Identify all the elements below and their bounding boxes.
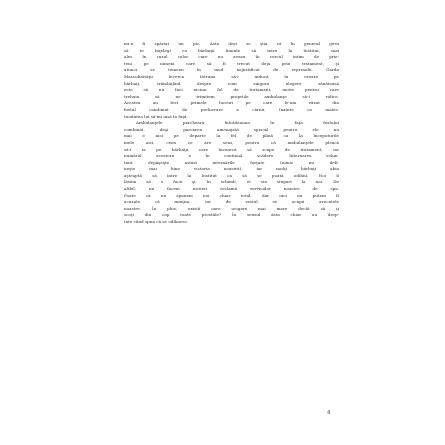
text-line: trebuia să ne trimitem propriile ambulanţe să-i ridice. bbox=[124, 93, 339, 99]
text-line: ales în cazul celor care nu aveau în cercul intim de prie- bbox=[124, 54, 339, 60]
text-line: combinat, deşi parcarea amenajată special pentru ele nu bbox=[124, 126, 339, 132]
text-line: Poate că nu spunem noi chiar totul, dar nici nu putem fi bbox=[124, 192, 339, 198]
text-line: lăsăm să o facă şi, în schimb, ei vin singuri la noi. De bbox=[124, 179, 339, 185]
text-line: atunci se temeau în mod nejustificat de represalii. Garda bbox=[124, 67, 339, 73]
text-line: Ambulanţele parcheară întotdeauna în faţa fostului bbox=[136, 120, 339, 126]
text-line: altfel, nu facem niciieri reclamă serviciilor noastre de spa. bbox=[124, 186, 339, 192]
text-line: tuoitatea lui să-mi iasă în faţă. bbox=[124, 113, 188, 119]
text-line: teni pe nimeni care să fi trecut deja prin tratament, şi bbox=[124, 60, 339, 66]
text-line: mi-a fi spăriat un pic. Asta deşi se ştia că în general geru bbox=[124, 41, 339, 46]
text-line: mai e nici pe departe la fel de plină ca la începuturile bbox=[124, 133, 339, 139]
text-line: tară depăşeşte astăzi internările forţate (nimic nu defi- bbox=[124, 159, 339, 165]
body-text bbox=[124, 41, 339, 226]
text-line: scoţi din cap toate prostiile? În sensul ăsta chiar au drep- bbox=[124, 212, 339, 218]
text-line: este să nu faci niciun fel de tratament, motiv pentru care bbox=[124, 87, 339, 93]
text-line: aşteaptă să intre la Institut ca să se poată odihni. Noi îi bbox=[124, 172, 339, 178]
text-line: noastre. În plus, există oare ucigare mai mare decât să ţi bbox=[124, 205, 339, 211]
text-line: tate când spun că se odihnesc. bbox=[124, 219, 189, 225]
text-line: Acestea au fost primele lucruri pe care le-am văzut din bbox=[124, 100, 339, 106]
page-number: 4 bbox=[327, 410, 331, 416]
text-line: bărbaţi, trâmbiţând despre cum singura alegere sănătoasă bbox=[124, 80, 339, 86]
text-line: numărul acestora e în continuă scădere. Internarea volun- bbox=[124, 153, 339, 159]
text-line: acuzate că minţim, iar de restul se ocupă avocatele bbox=[124, 199, 339, 205]
text-line: să te înţelegi cu bărbaţii înainte să intre la Institut, mai bbox=[124, 47, 339, 53]
text-line: fostul combinat de prelucrare a cărnii, înainte ca maies- bbox=[124, 106, 339, 112]
text-line: Masculinităţii încerca întruna să-i inducă în eroare pe bbox=[124, 73, 339, 79]
text-line: să-i ia pe bărbaţii care încearcă să scape de tratament, iar bbox=[124, 146, 339, 152]
text-line: neşte mai bine victoria noastră), iar mulţi bărbaţi abia bbox=[124, 166, 339, 172]
text-line: mele aici, ceea ce are sens, pentru că ambulanţele pleacă bbox=[124, 139, 339, 145]
